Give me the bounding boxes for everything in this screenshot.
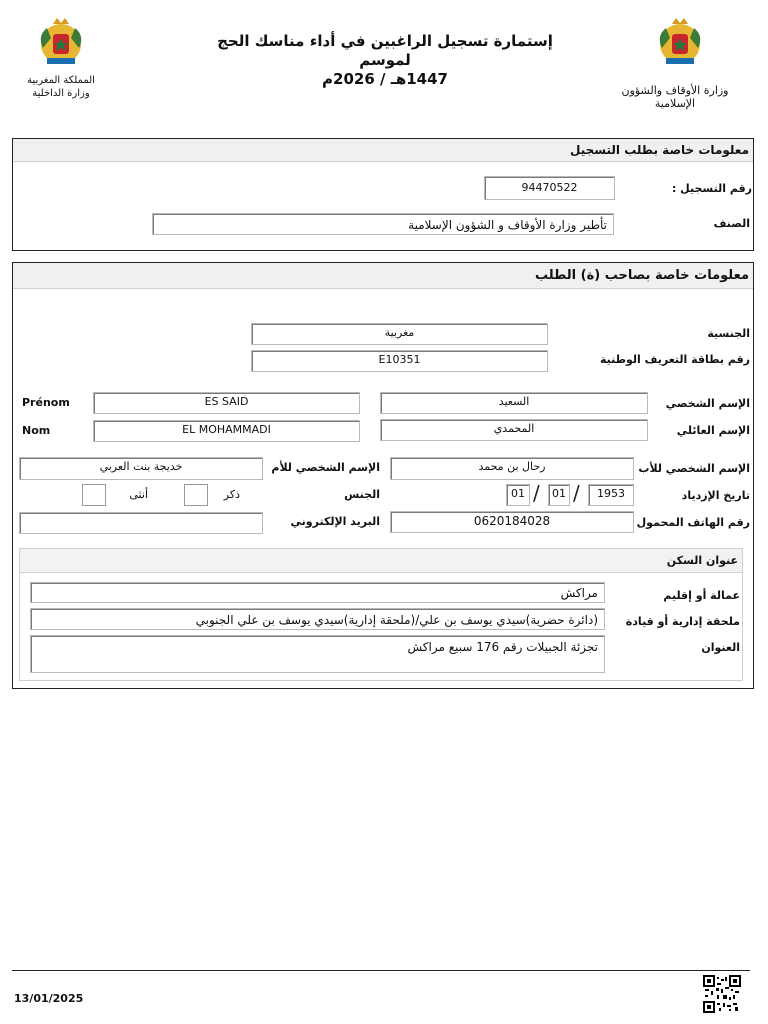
prenom-label: Prénom [22,396,70,409]
last-name-field[interactable]: المحمدي [380,419,648,441]
last-name-label: الإسم العائلي [676,424,750,437]
male-label: ذكر [223,488,240,501]
nom-label: Nom [22,424,51,437]
birth-date-label: تاريخ الإزدياد [681,489,750,502]
birth-month-field[interactable]: 01 [548,484,570,506]
footer-date: 13/01/2025 [14,992,84,1005]
left-org-name [18,74,104,100]
province-label: عمالة أو إقليم [663,589,740,602]
prenom-field[interactable]: ES SAID [93,392,360,414]
birth-day-field[interactable]: 01 [506,484,530,506]
royal-crest-icon [33,14,89,70]
qr-code-icon [703,975,741,1013]
first-name-field[interactable]: السعيد [380,392,648,414]
address-field[interactable]: تجزئة الجبيلات رقم 176 سبيع مراكش [30,635,605,673]
annex-label: ملحقة إدارية أو قيادة [625,615,740,628]
mother-name-field[interactable]: خديجة بنت العربي [19,457,263,480]
cin-label: رقم بطاقة التعريف الوطنية [600,353,750,366]
footer-divider [12,970,750,971]
birth-year-field[interactable]: 1953 [588,484,634,506]
left-org-line2: وزارة الداخلية [32,88,90,99]
male-checkbox[interactable] [184,484,208,506]
address-section-title: عنوان السكن [20,549,742,573]
title-line2: 1447هـ / 2026م [322,70,448,88]
nom-field[interactable]: EL MOHAMMADI [93,420,360,442]
province-field[interactable]: مراكش [30,582,605,603]
mother-name-label: الإسم الشخصي للأم [271,461,380,474]
right-org-name: وزارة الأوقاف والشؤون الإسلامية [621,84,729,110]
first-name-label: الإسم الشخصي [665,397,750,410]
title-line1: إستمارة تسجيل الراغبين في أداء مناسك الحج لموسم [217,32,553,69]
female-label: أنثى [129,488,148,501]
nationality-field[interactable]: مغربية [251,323,548,345]
page-title [190,32,580,89]
registration-section-title: معلومات خاصة بطلب التسجيل [13,139,753,162]
phone-label: رقم الهاتف المحمول [636,516,750,529]
category-label: الصنف [713,217,750,230]
left-org-line1: المملكة المغربية [27,75,95,86]
applicant-section-title: معلومات خاصة بصاحب (ة) الطلب [13,263,753,289]
email-field[interactable] [19,512,263,534]
date-separator: / [573,481,580,505]
registration-number-field[interactable]: 94470522 [484,176,615,200]
father-name-field[interactable]: رحال بن محمد [390,457,634,480]
nationality-label: الجنسية [707,327,750,340]
category-field[interactable]: تأطير وزارة الأوقاف و الشؤون الإسلامية [152,213,614,235]
royal-crest-icon [652,14,708,70]
female-checkbox[interactable] [82,484,106,506]
phone-field[interactable]: 0620184028 [390,511,634,533]
date-separator: / [533,481,540,505]
registration-number-label: رقم التسجيل : [671,182,752,195]
annex-field[interactable]: (دائرة حضرية)سيدي يوسف بن علي/(ملحقة إدارية)سيدي يوسف بن علي الجنوبي [30,608,605,630]
cin-field[interactable]: E10351 [251,350,548,372]
email-label: البريد الإلكتروني [290,515,380,528]
address-label: العنوان [701,641,740,654]
gender-label: الجنس [344,488,380,501]
father-name-label: الإسم الشخصي للأب [638,462,750,475]
